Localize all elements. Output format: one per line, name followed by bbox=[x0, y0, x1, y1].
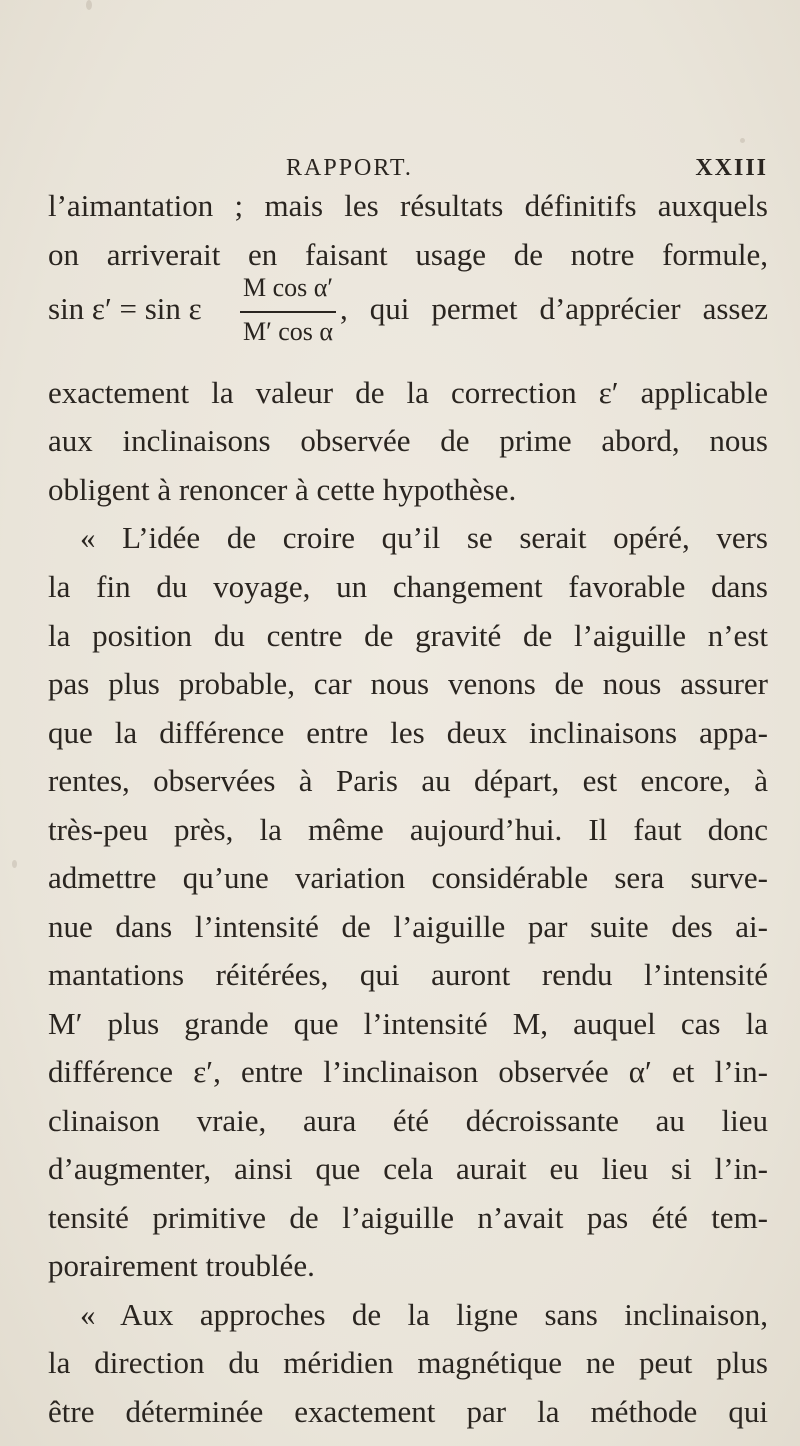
text-line: être déterminée exactement par la méthode qui bbox=[48, 1394, 768, 1429]
formula-text: , qui permet d’apprécier assez bbox=[340, 291, 768, 327]
formula-line bbox=[48, 271, 768, 351]
text-line: exactement la valeur de la correction ε′ applicable bbox=[48, 374, 768, 410]
text-line: l’aimantation ; mais les résultats définitifs auxquels bbox=[48, 188, 768, 223]
text-line: que la différence entre les deux inclinaisons appa- bbox=[48, 714, 768, 750]
text-line: la position du centre de gravité de l’aiguille n’est bbox=[48, 617, 768, 653]
text-line: clinaison vraie, aura été décroissante au lieu bbox=[48, 1102, 768, 1138]
text-line: rentes, observées à Paris au départ, est encore, à bbox=[48, 763, 768, 799]
page-number: XXIII bbox=[695, 155, 768, 181]
text-line: la direction du méridien magnétique ne peut plus bbox=[48, 1345, 768, 1381]
text-line: « L’idée de croire qu’il se serait opéré, vers bbox=[80, 520, 768, 556]
ink-spot bbox=[86, 0, 92, 10]
fraction-bar bbox=[240, 311, 336, 313]
formula-fraction bbox=[240, 271, 336, 351]
text-line: aux inclinaisons observée de prime abord, nous bbox=[48, 423, 768, 459]
text-line: mantations réitérées, qui auront rendu l’intensité bbox=[48, 957, 768, 993]
text-line: nue dans l’intensité de l’aiguille par suite des ai- bbox=[48, 908, 768, 944]
text-line: on arriverait en faisant usage de notre formule, bbox=[48, 236, 768, 272]
text-line: différence ε′, entre l’inclinaison observée α′ et l’in- bbox=[48, 1054, 768, 1090]
running-title: RAPPORT. bbox=[286, 155, 413, 181]
fraction-numerator: M cos α′ bbox=[242, 273, 334, 303]
text-line: « Aux approches de la ligne sans inclinaison, bbox=[80, 1296, 768, 1332]
text-line: tensité primitive de l’aiguille n’avait pas été tem- bbox=[48, 1199, 768, 1235]
text-line: la fin du voyage, un changement favorable dans bbox=[48, 568, 768, 604]
text-line: porairement troublée. bbox=[48, 1248, 315, 1284]
text-line: M′ plus grande que l’intensité M, auquel cas la bbox=[48, 1005, 768, 1041]
text-line: très-peu près, la même aujourd’hui. Il faut donc bbox=[48, 811, 768, 847]
text-line: d’augmenter, ainsi que cela aurait eu lieu si l’in- bbox=[48, 1151, 768, 1187]
ink-spot bbox=[12, 860, 17, 868]
text-line: admettre qu’une variation considérable sera surve- bbox=[48, 860, 768, 896]
text-line: pas plus probable, car nous venons de nous assurer bbox=[48, 666, 768, 702]
fraction-denominator: M′ cos α bbox=[242, 317, 334, 347]
text-line: obligent à renoncer à cette hypothèse. bbox=[48, 471, 517, 507]
running-head bbox=[48, 155, 768, 189]
ink-spot bbox=[740, 138, 745, 143]
formula-lhs: sin ε′ = sin ε bbox=[48, 291, 202, 327]
